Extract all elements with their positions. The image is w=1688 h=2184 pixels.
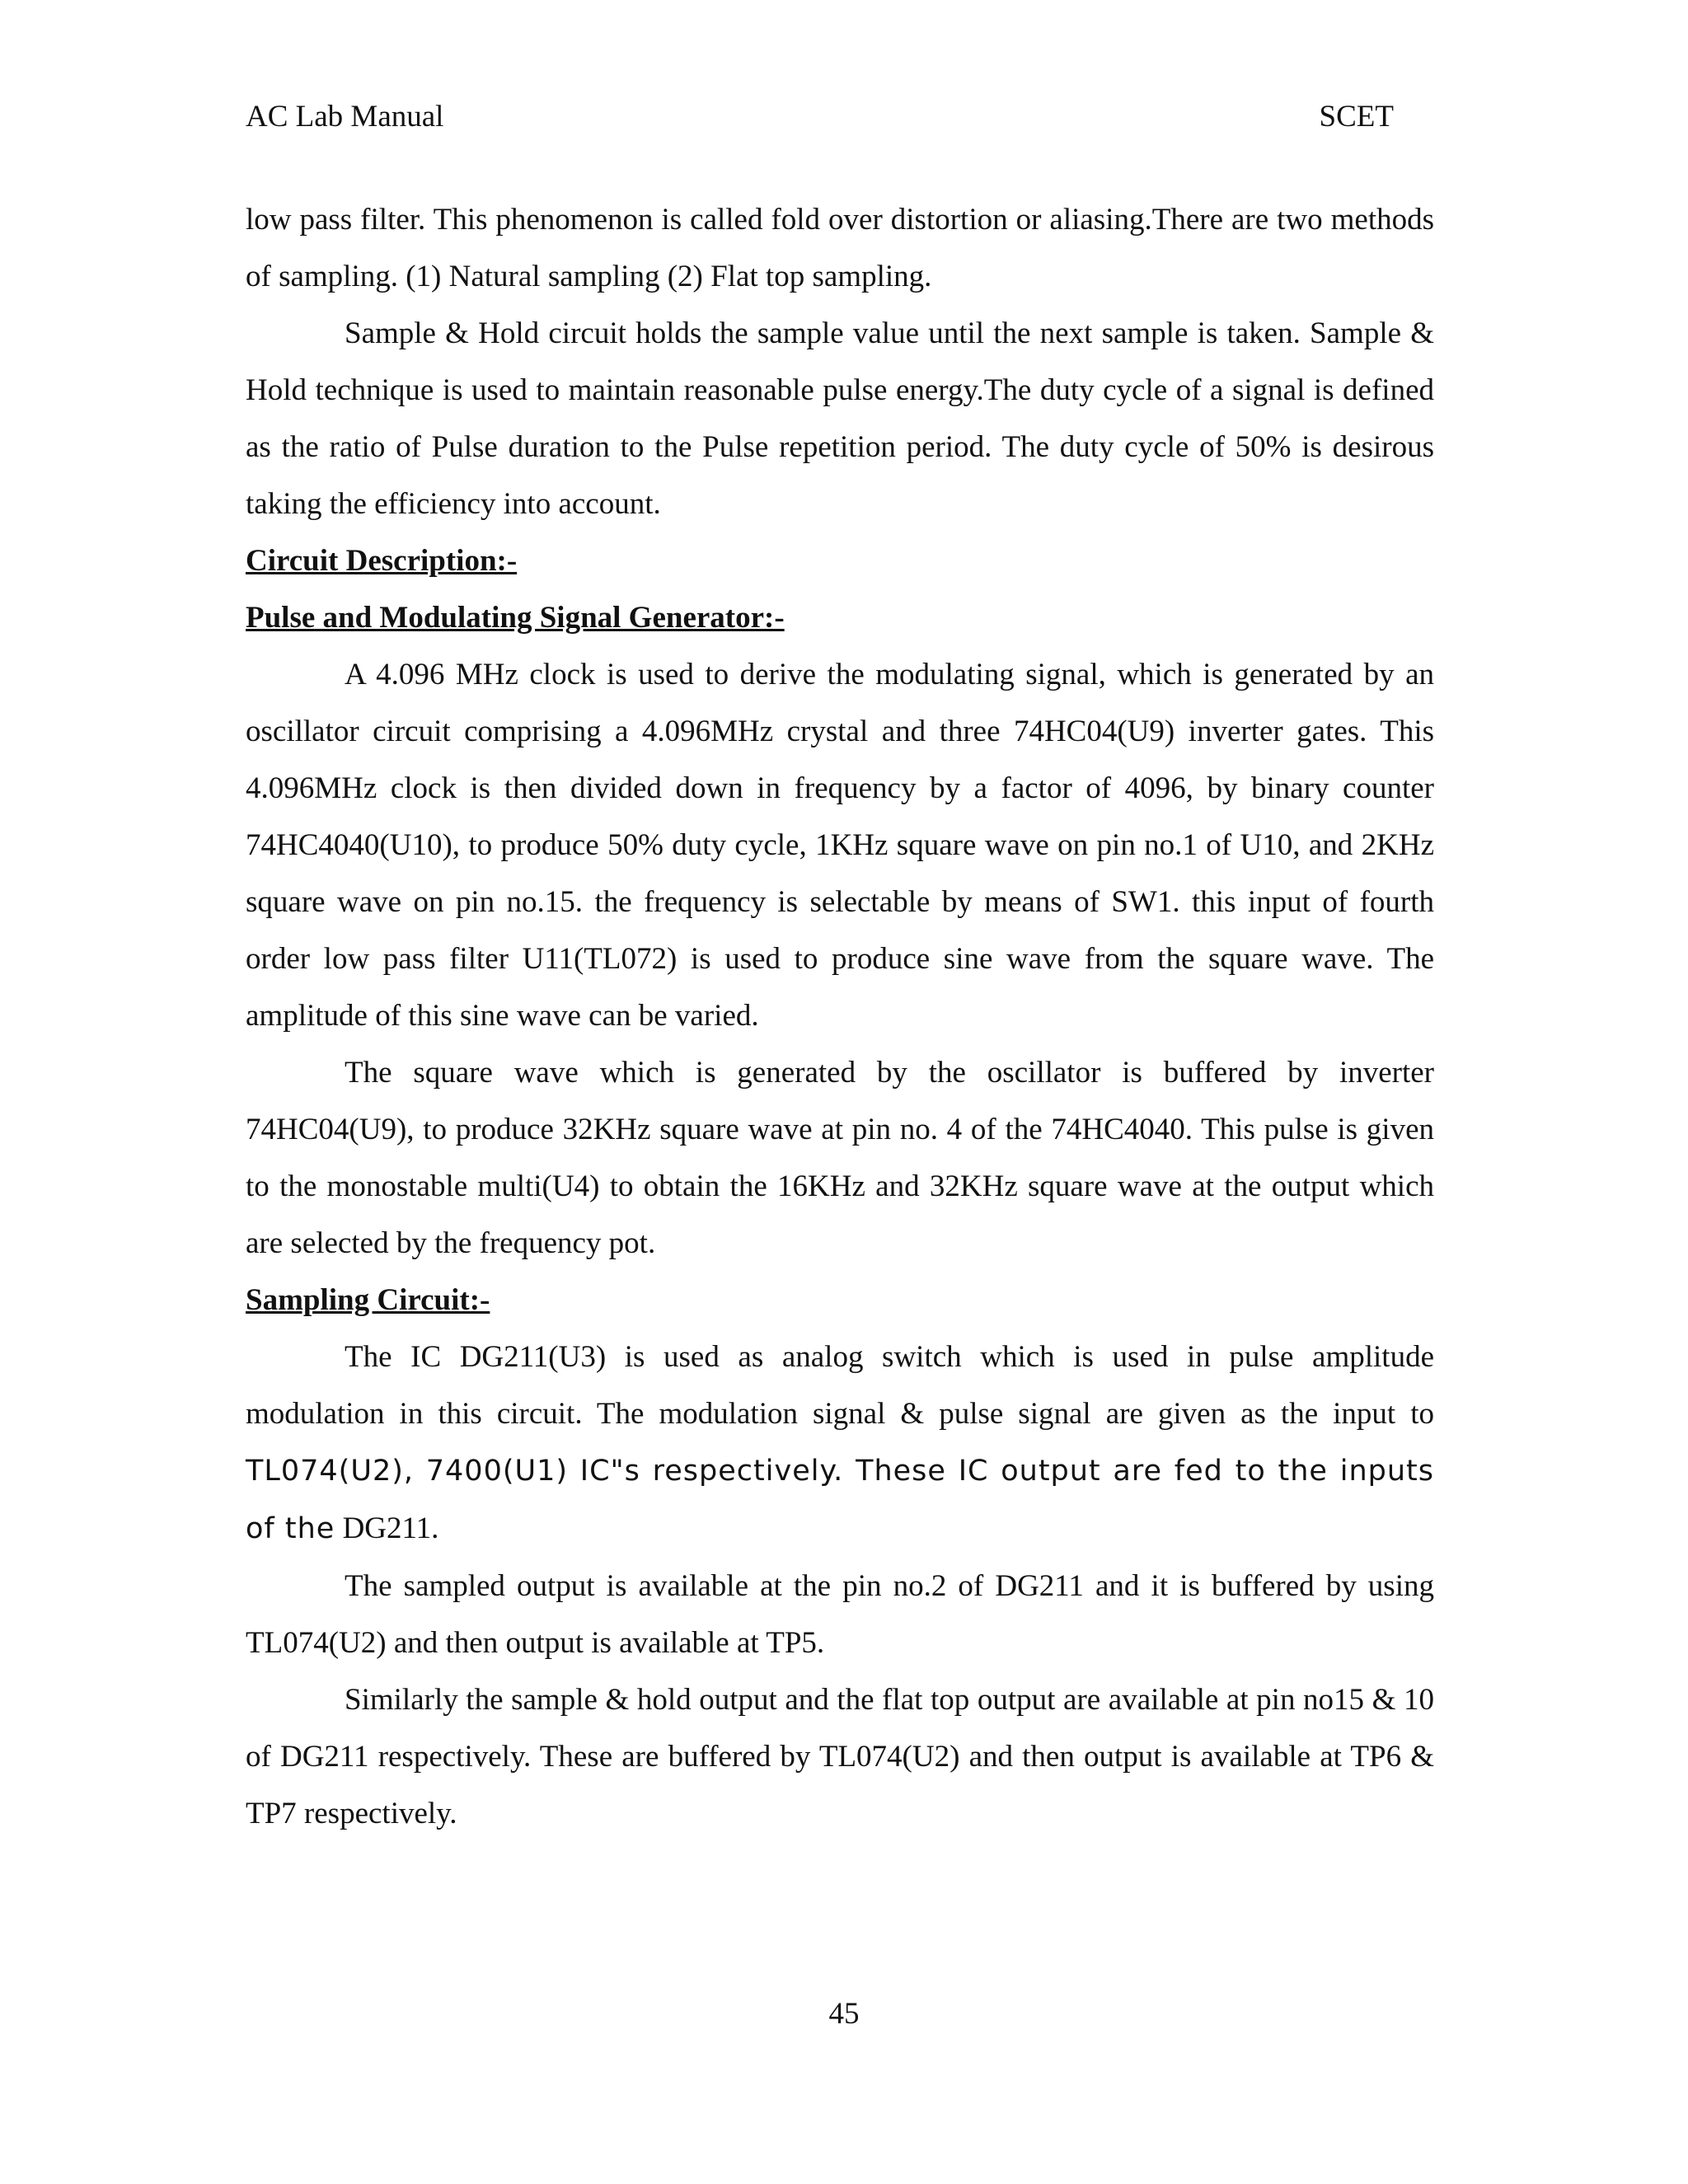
pulse-generator-paragraph-2: The square wave which is generated by the oscillator is buffered by inverter 74HC04(U9), to produce 32KHz square wave at pin no. 4 of the 74HC4040. This pulse is given to the monostable multi(U4) to obtain the 16KHz and 32KHz square wave at the output which are selected by the frequency pot. <box>246 1056 1434 1260</box>
sampling-circuit-paragraph-3: Similarly the sample & hold output and the flat top output are available at pin no15 & 10 of DG211 respectively. These are buffered by TL074(U2) and then output is available at TP6 & TP7 respectively. <box>246 1683 1434 1830</box>
sampling-circuit-paragraph-1 <box>246 1329 1434 1558</box>
page-number: 45 <box>828 1997 860 2031</box>
header-title: AC Lab Manual <box>246 100 444 134</box>
pulse-generator-heading: Pulse and Modulating Signal Generator:- <box>246 601 785 635</box>
sampling-circuit-paragraph-2: The sampled output is available at the pin no.2 of DG211 and it is buffered by using TL074(U2) and then output is available at TP5. <box>246 1569 1434 1660</box>
intro-paragraph-2: Sample & Hold circuit holds the sample value until the next sample is taken. Sample & Hold technique is used to maintain reasonable pulse energy.The duty cycle of a signal is defined as the ratio of Pulse duration to the Pulse repetition period. The duty cycle of 50% is desirous taking the efficiency into account. <box>246 316 1434 521</box>
body-text <box>246 191 1434 1842</box>
intro-paragraph-1: low pass filter. This phenomenon is called fold over distortion or aliasing.There are two methods of sampling. (1) Natural sampling (2) Flat top sampling. <box>246 203 1434 293</box>
sampling-circuit-heading: Sampling Circuit:- <box>246 1283 490 1317</box>
header-institution: SCET <box>1319 100 1394 134</box>
sampling-circuit-paragraph-1-end: DG211. <box>342 1511 439 1545</box>
circuit-description-heading: Circuit Description:- <box>246 544 518 578</box>
pulse-generator-paragraph-1: A 4.096 MHz clock is used to derive the modulating signal, which is generated by an oscillator circuit comprising a 4.096MHz crystal and three 74HC04(U9) inverter gates. This 4.096MHz clock is then divided down in frequency by a factor of 4096, by binary counter 74HC4040(U10), to produce 50% duty cycle, 1KHz square wave on pin no.1 of U10, and 2KHz square wave on pin no.15. the frequency is selectable by means of SW1. this input of fourth order low pass filter U11(TL072) is used to produce sine wave from the square wave. The amplitude of this sine wave can be varied. <box>246 658 1434 1033</box>
sampling-circuit-paragraph-1-text: The IC DG211(U3) is used as analog switch which is used in pulse amplitude modulation in this circuit. The modulation signal & pulse signal are given as the input to <box>246 1340 1434 1431</box>
running-header <box>246 97 1394 137</box>
sampling-circuit-ic-line: TL074(U2), 7400(U1) IC"s respectively. These IC output are fed to the inputs of the <box>246 1455 1434 1545</box>
